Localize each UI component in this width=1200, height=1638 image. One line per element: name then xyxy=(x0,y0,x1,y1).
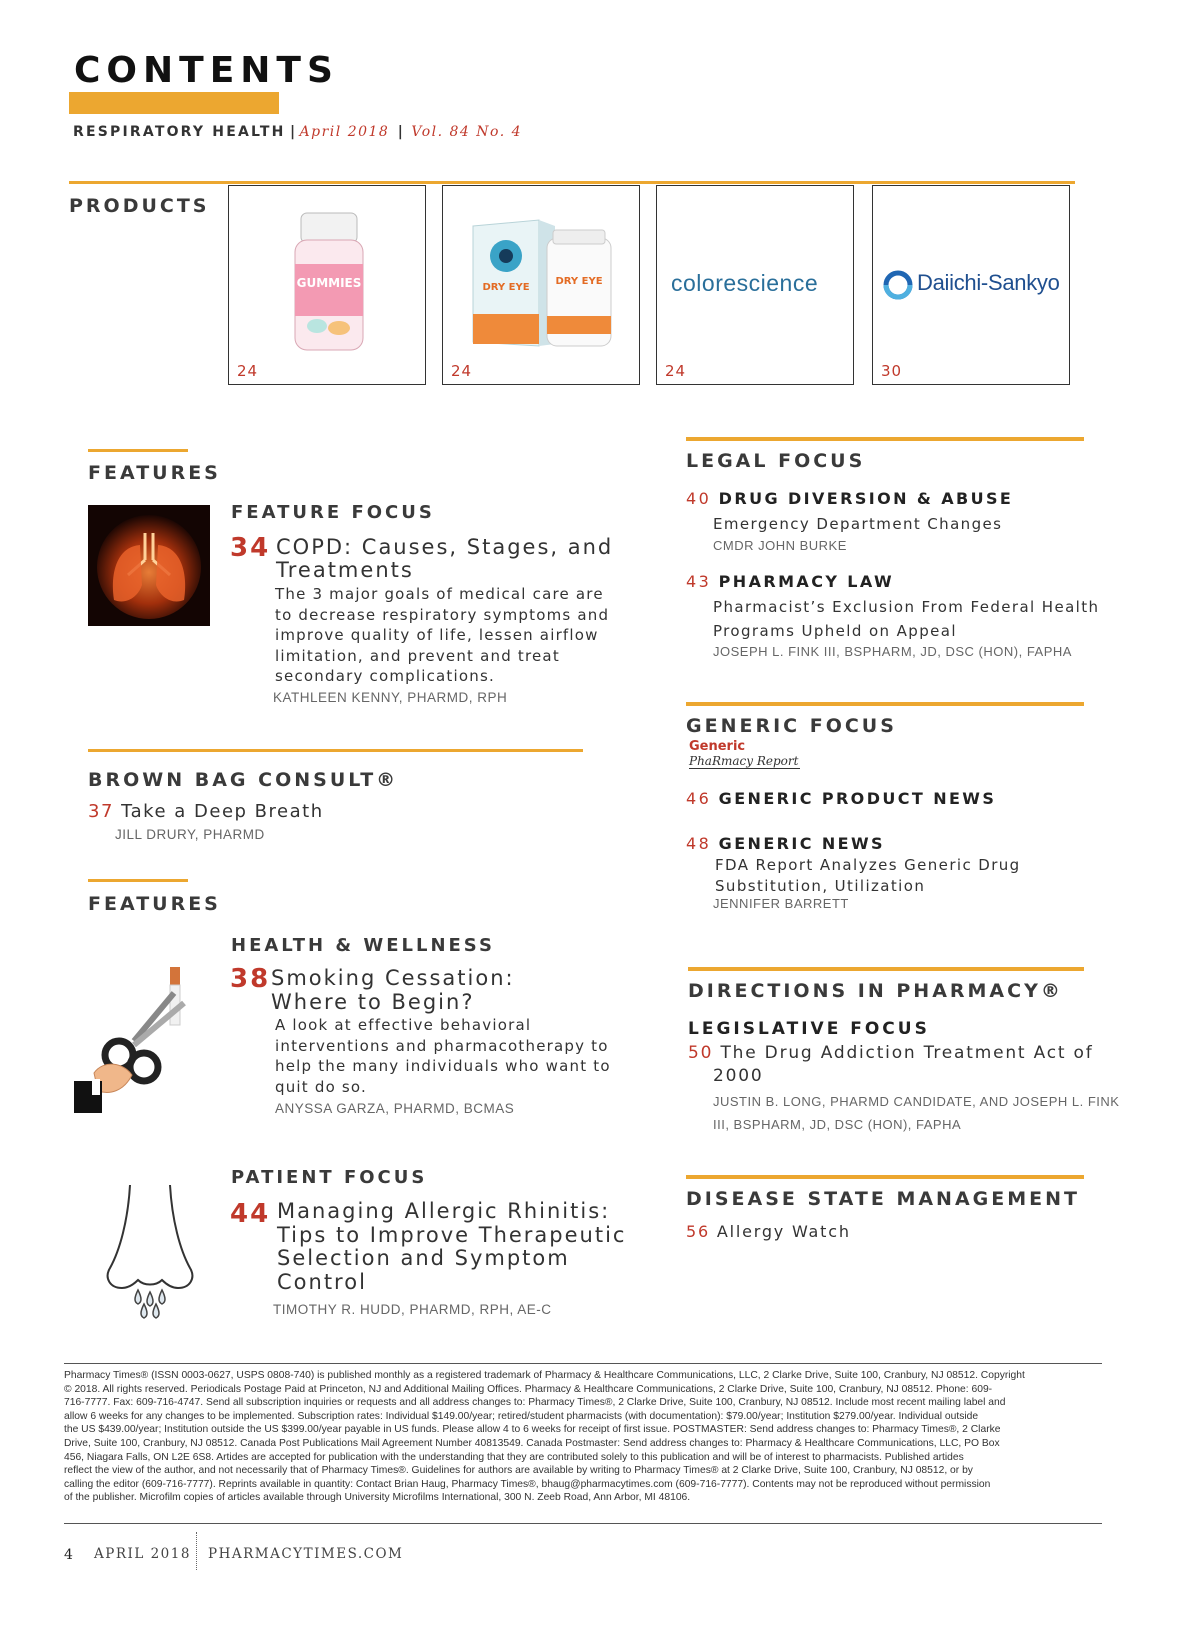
health-title-line[interactable]: Smoking Cessation: xyxy=(271,966,515,990)
product-page-number: 24 xyxy=(451,362,473,380)
brown-bag-author: JILL DRURY, PHARMD xyxy=(115,827,265,842)
fineprint-line: Drive, Suite 100, Cranbury, NJ 08512. Canada Post Publications Mail Agreement Number 40813549. Canada Postmaster: Send address changes to: Pharmacy & Healthcare Communications, LLC, PO Box xyxy=(64,1437,1000,1449)
fineprint-line: the US $439.00/year; Institution outside the US $399.00/year payable in US funds. Please allow 4 to 6 weeks for receipt of first issue. POSTMASTER: Send address changes to: Pharmacy Times®, 2 Clarke xyxy=(64,1424,1001,1436)
product-page-number: 24 xyxy=(665,362,687,380)
directions-author xyxy=(713,1090,1119,1136)
patient-title-line: Managing Allergic Rhinitis: xyxy=(277,1199,611,1223)
desc-line: improve quality of life, lessen airflow xyxy=(275,626,599,644)
feature-focus-subheading: FEATURE FOCUS xyxy=(231,502,435,523)
product-page-number: 30 xyxy=(881,362,903,380)
feature-description xyxy=(275,584,609,687)
products-heading: PRODUCTS xyxy=(69,195,210,217)
products-rule xyxy=(69,181,1075,184)
legal-entry-title[interactable] xyxy=(686,489,1013,508)
fineprint-line: reflect the view of the author, and not necessarily that of Pharmacy Times®. Guidelines for authors are available by writing to Pharmacy Times® at 2 Clarke Drive, Suite 100, Cranbury, NJ 08512, or by xyxy=(64,1465,973,1477)
legal-author: CMDR JOHN BURKE xyxy=(713,538,847,553)
features-rule xyxy=(88,879,188,882)
colorescience-logo: colorescience xyxy=(671,270,819,296)
subtitle-line: Substitution, Utilization xyxy=(715,876,926,895)
brown-bag-number: 37 xyxy=(88,801,114,822)
title-underline-bar xyxy=(69,92,279,114)
disease-title: Allergy Watch xyxy=(716,1222,851,1241)
legal-heading: LEGAL FOCUS xyxy=(686,450,866,472)
subtitle-line: FDA Report Analyzes Generic Drug xyxy=(715,856,1021,874)
brown-bag-entry[interactable] xyxy=(88,801,324,822)
generic-number: 48 xyxy=(686,834,712,853)
generic-rule xyxy=(686,702,1084,706)
health-author: ANYSSA GARZA, PHARMD, BCMAS xyxy=(275,1101,515,1116)
patient-number: 44 xyxy=(230,1199,271,1229)
daiichi-sankyo-logo: Daiichi-Sankyo xyxy=(917,270,1060,295)
directions-entry[interactable] xyxy=(688,1043,1094,1063)
issue-volume: Vol. 84 No. 4 xyxy=(411,124,523,140)
disease-entry[interactable] xyxy=(686,1222,851,1241)
product-card-dry-eye[interactable] xyxy=(442,185,640,385)
health-description xyxy=(275,1015,611,1097)
legislative-focus-subheading: LEGISLATIVE FOCUS xyxy=(688,1019,930,1039)
patient-author: TIMOTHY R. HUDD, PHARMD, RPH, AE-C xyxy=(273,1302,552,1317)
gummies-bottle-image xyxy=(229,186,425,384)
health-title-line[interactable]: Where to Begin? xyxy=(271,990,475,1014)
product-card-colorescience[interactable] xyxy=(656,185,854,385)
footer-date: APRIL 2018 xyxy=(94,1546,191,1562)
disease-rule xyxy=(686,1175,1084,1179)
desc-line: interventions and pharmacotherapy to xyxy=(275,1036,609,1055)
features-heading: FEATURES xyxy=(88,893,221,915)
separator: | xyxy=(397,124,403,140)
generic-title: GENERIC NEWS xyxy=(718,834,885,853)
features-heading: FEATURES xyxy=(88,462,221,484)
features-rule xyxy=(88,449,188,452)
generic-entry[interactable] xyxy=(686,834,885,853)
subtitle-line: Pharmacist’s Exclusion From Federal Health xyxy=(713,598,1100,616)
generic-entry[interactable] xyxy=(686,789,996,808)
legal-subtitle: Emergency Department Changes xyxy=(713,515,1003,533)
svg-text:DRY EYE: DRY EYE xyxy=(482,282,530,293)
issue-date: April 2018 xyxy=(299,124,390,140)
footer-divider xyxy=(196,1532,197,1570)
fineprint-line: © 2018. All rights reserved. Periodicals Postage Paid at Princeton, NJ and Additional Mailing Offices. Pharmacy & Healthcare Communications, 2 Clarke Drive, Suite 100, Cranbury, NJ 08512. Phone: 609- xyxy=(64,1383,993,1395)
author-line: III, BSPHARM, JD, DSC (HON), FAPHA xyxy=(713,1117,962,1132)
desc-line: secondary complications. xyxy=(275,667,495,685)
directions-number: 50 xyxy=(688,1043,714,1063)
directions-heading: DIRECTIONS IN PHARMACY® xyxy=(688,980,1063,1002)
generic-author: JENNIFER BARRETT xyxy=(713,896,849,911)
desc-line: limitation, and prevent and treat xyxy=(275,646,560,665)
generic-logo-line1: Generic xyxy=(689,739,746,754)
desc-line: to decrease respiratory symptoms and xyxy=(275,605,610,624)
disease-number: 56 xyxy=(686,1222,710,1241)
footer-rule xyxy=(64,1523,1102,1524)
publication-fineprint xyxy=(64,1369,1102,1505)
fineprint-line: calling the editor (609-716-7777). Reprints available in quantity: Contact Brian Haug, Pharmacy Times®, bhaug@pharmacytimes.com (609-716-7777). Contents may not be reproduced without permission xyxy=(64,1478,991,1490)
health-wellness-subheading: HEALTH & WELLNESS xyxy=(231,935,495,956)
footer-site-link[interactable]: PHARMACYTIMES.COM xyxy=(208,1546,404,1562)
legal-subtitle xyxy=(713,596,1099,643)
feature-title-line[interactable]: Treatments xyxy=(276,558,414,582)
patient-title-line: Control xyxy=(277,1269,367,1294)
fineprint-line: of the publisher. Microfilm copies of articles available through University Microfilms International, 300 N. Zeeb Road, Ann Arbor, MI 48106. xyxy=(64,1492,691,1504)
patient-title-line: Selection and Symptom xyxy=(277,1246,570,1270)
generic-heading: GENERIC FOCUS xyxy=(686,715,897,737)
desc-line: quit do so. xyxy=(275,1077,368,1096)
lungs-image xyxy=(88,505,210,626)
disease-heading: DISEASE STATE MANAGEMENT xyxy=(686,1188,1080,1210)
generic-title: GENERIC PRODUCT NEWS xyxy=(718,789,997,808)
directions-title-line: 2000 xyxy=(713,1066,764,1086)
desc-line: A look at effective behavioral xyxy=(275,1016,532,1034)
contents-title: CONTENTS xyxy=(74,50,339,91)
subtitle-line: Programs Upheld on Appeal xyxy=(713,621,957,640)
feature-number: 34 xyxy=(230,533,271,563)
product-page-number: 24 xyxy=(237,362,259,380)
legal-number: 40 xyxy=(686,489,712,508)
author-line: JUSTIN B. LONG, PHARMD CANDIDATE, AND JOSEPH L. FINK xyxy=(713,1094,1120,1109)
daiichi-sankyo-logo-icon xyxy=(883,270,913,300)
gummies-label: GUMMIES xyxy=(296,276,362,290)
fineprint-top-rule xyxy=(64,1363,1102,1364)
fineprint-line: allow 6 weeks for any changes to be implemented. Subscription rates: Individual $149.00/year; retired/student pharmacists (with documentation): $79.00/year; Institution $279.00/year. Individual outside xyxy=(64,1410,979,1422)
brown-bag-rule xyxy=(88,749,583,752)
legal-rule xyxy=(686,437,1084,441)
issue-line xyxy=(73,124,522,140)
fineprint-line: 456, Niagara Falls, ON L2E 6S8. Artides are accepted for publication with the understanding that they are contributed solely to this publication and will be of interest to pharmacists. Published artides xyxy=(64,1451,964,1463)
generic-report-logo xyxy=(689,739,800,769)
desc-line: The 3 major goals of medical care are xyxy=(275,585,604,603)
directions-rule xyxy=(688,967,1084,971)
legal-title: DRUG DIVERSION & ABUSE xyxy=(718,489,1014,508)
separator: | xyxy=(289,124,296,140)
nose-drops-image xyxy=(100,1180,200,1320)
legal-title: PHARMACY LAW xyxy=(718,572,895,591)
generic-logo-line2: PhaRmacy Report xyxy=(689,754,799,768)
page-number: 4 xyxy=(64,1547,73,1563)
directions-title-line: The Drug Addiction Treatment Act of xyxy=(720,1043,1094,1063)
legal-entry-title[interactable] xyxy=(686,572,894,591)
patient-title[interactable] xyxy=(277,1200,626,1294)
fineprint-line: Pharmacy Times® (ISSN 0003-0627, USPS 0808-740) is published monthly as a registered trademark of Pharmacy & Healthcare Communications, LLC, 2 Clarke Drive, Suite 100, Cranbury, NJ 08512. Copyright xyxy=(64,1370,1025,1381)
section-label: RESPIRATORY HEALTH xyxy=(73,124,286,140)
patient-title-line: Tips to Improve Therapeutic xyxy=(277,1222,627,1247)
fineprint-line: 716-7777. Fax: 609-716-4747. Send all subscription inquiries or requests and all address changes to: Pharmacy Times®, 2 Clarke Drive, Suite 100, Cranbury, NJ 08512. Include most recent mailing label and xyxy=(64,1397,1006,1409)
desc-line: help the many individuals who want to xyxy=(275,1057,611,1075)
health-number: 38 xyxy=(230,964,271,994)
feature-title-line[interactable]: COPD: Causes, Stages, and xyxy=(276,535,614,559)
product-card-gummies[interactable] xyxy=(228,185,426,385)
generic-number: 46 xyxy=(686,789,712,808)
dry-eye-support-image xyxy=(443,186,639,384)
patient-focus-subheading: PATIENT FOCUS xyxy=(231,1167,428,1188)
product-card-daiichi-sankyo[interactable] xyxy=(872,185,1070,385)
scissors-cigarette-image xyxy=(74,963,194,1113)
feature-author: KATHLEEN KENNY, PHARMD, RPH xyxy=(273,690,508,705)
brown-bag-heading: BROWN BAG CONSULT® xyxy=(88,769,399,791)
legal-number: 43 xyxy=(686,572,712,591)
legal-author: JOSEPH L. FINK III, BSPHARM, JD, DSC (HON), FAPHA xyxy=(713,644,1072,659)
brown-bag-title: Take a Deep Breath xyxy=(121,801,324,822)
generic-subtitle xyxy=(715,855,1021,896)
svg-text:DRY EYE: DRY EYE xyxy=(555,276,603,287)
